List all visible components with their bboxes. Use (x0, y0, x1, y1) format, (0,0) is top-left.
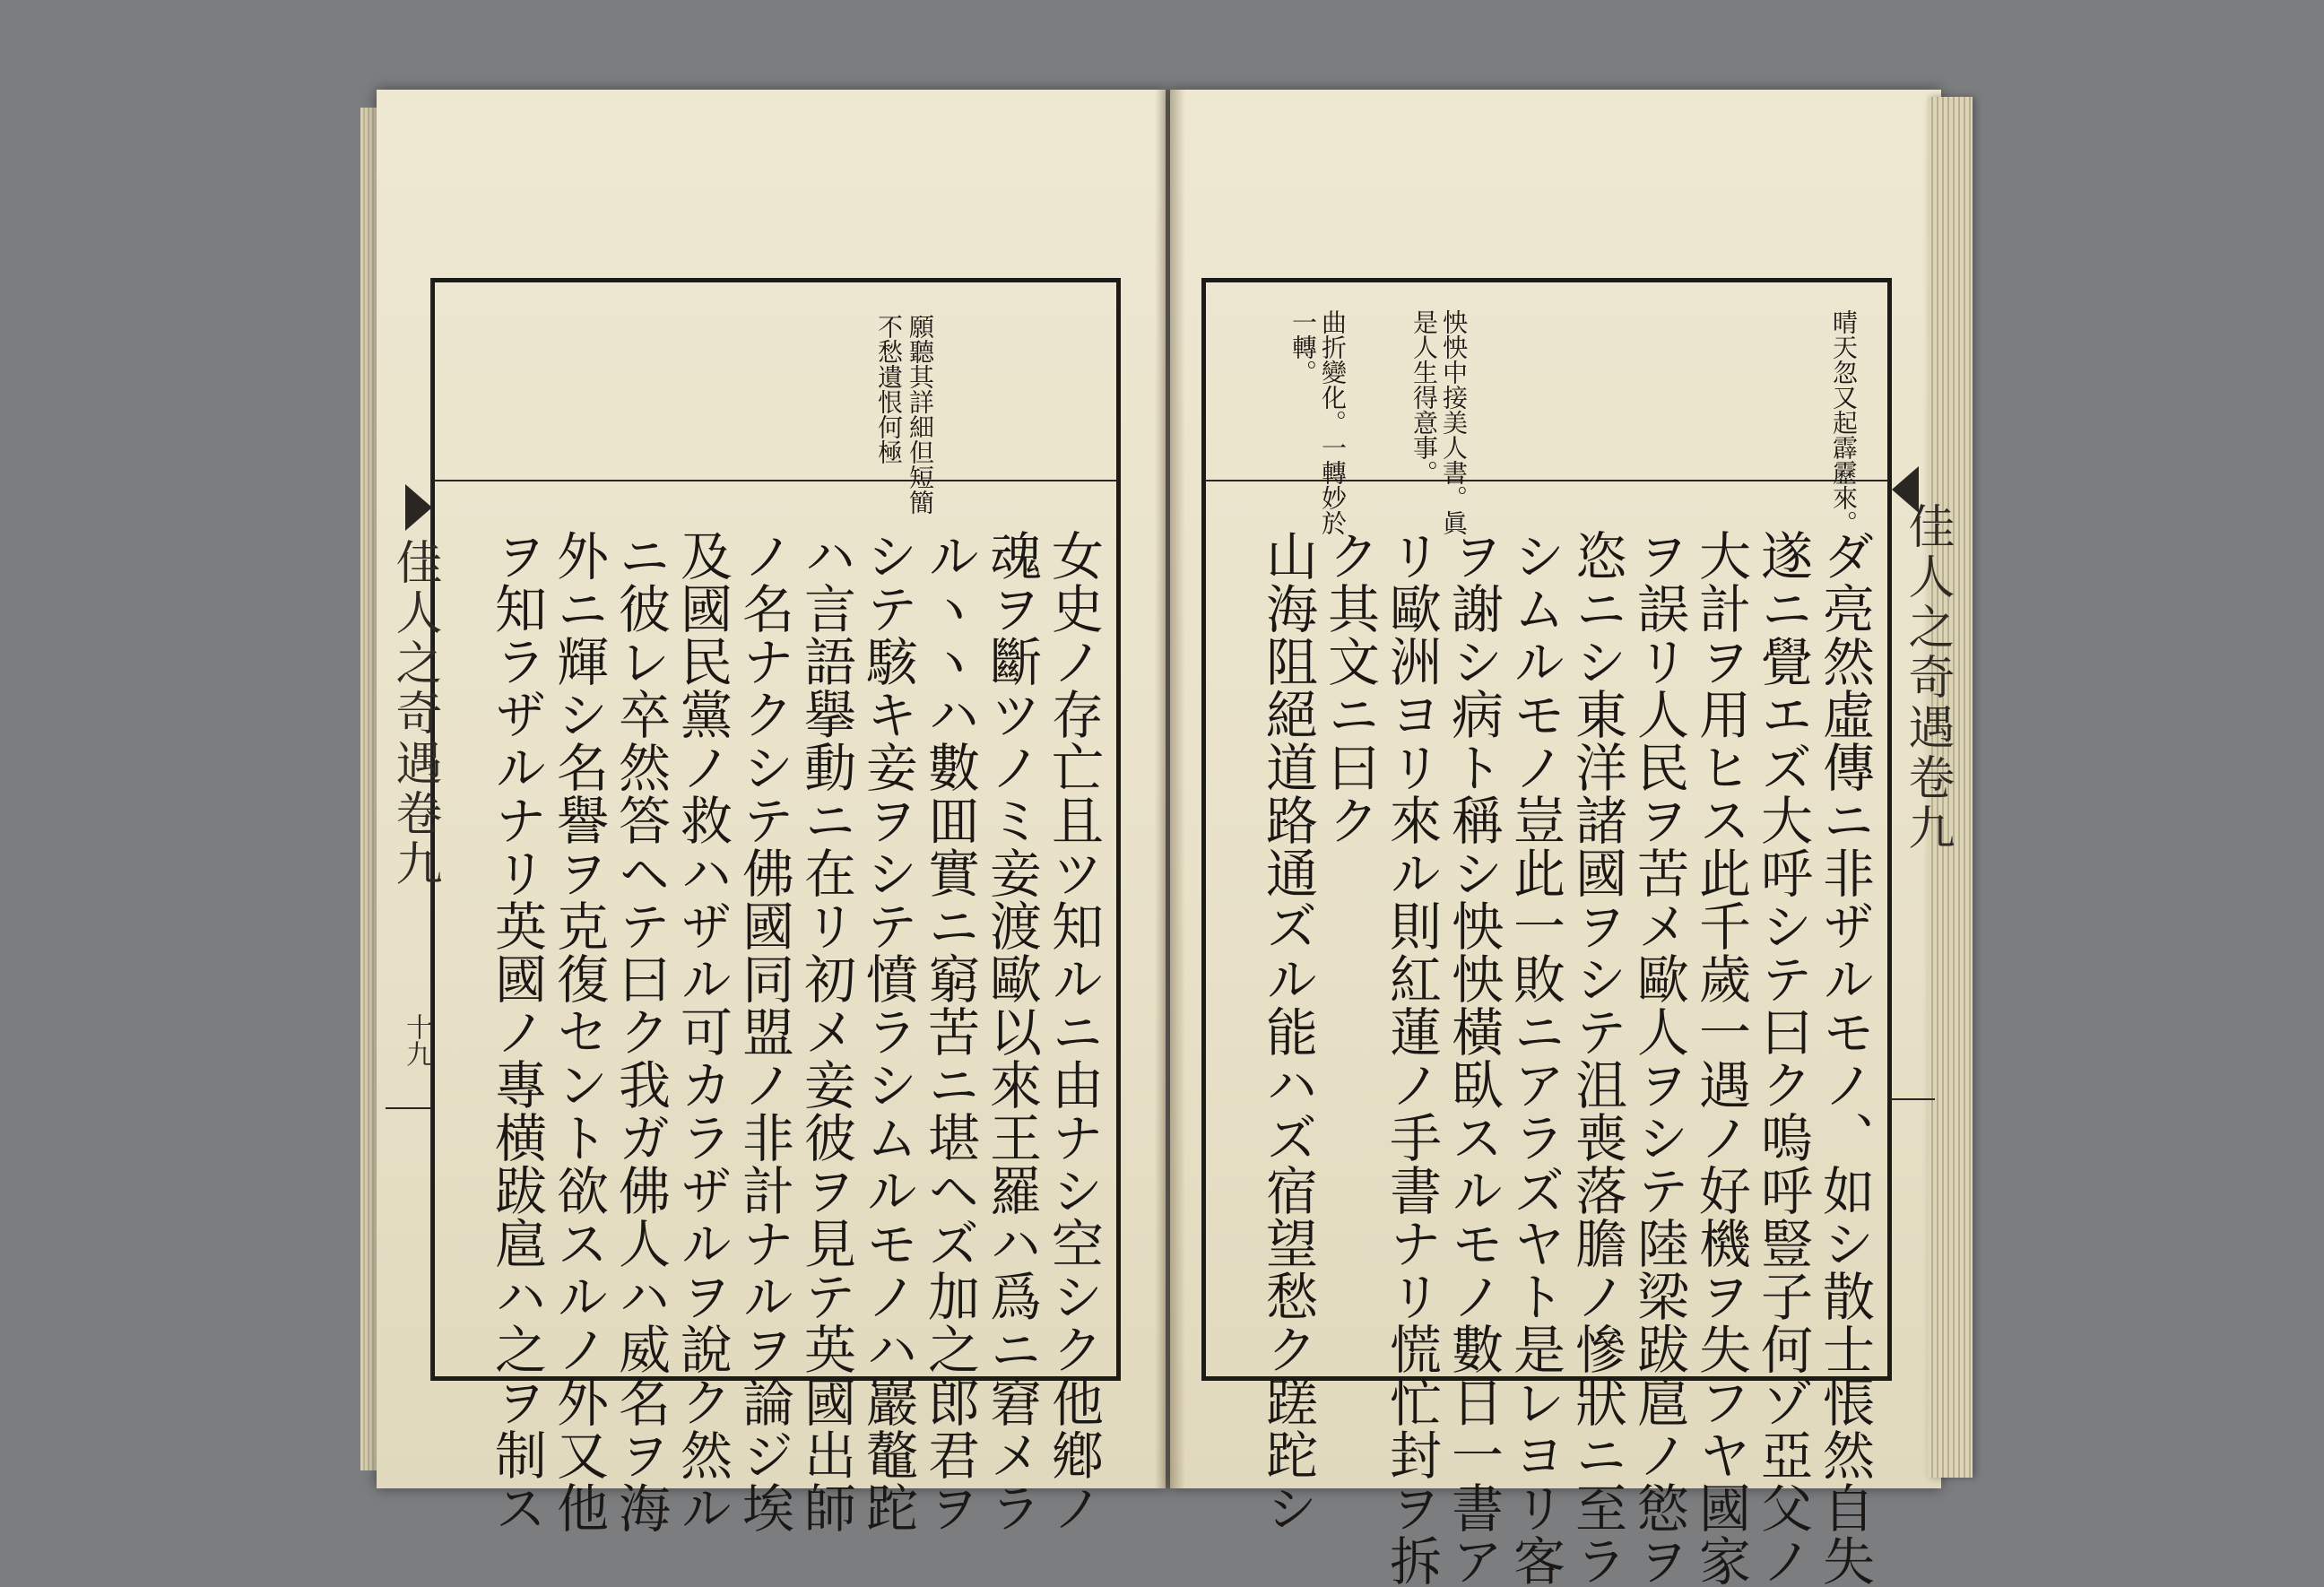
left-column-10: ヲ知ラザルナリ英國ノ專横跋扈ハ之ヲ制ス (486, 529, 547, 1534)
right-note-1: 晴天忽又起霹靂來。 (1829, 309, 1859, 535)
left-fold-title: 佳人之奇遇卷九 (387, 538, 441, 889)
right-column-10: 山海阻絕道路通ズル能ハズ宿望愁ク蹉跎シ (1257, 529, 1318, 1534)
right-folio-rule (1890, 1098, 1935, 1100)
right-column-9: ク其文ニ曰ク (1319, 529, 1380, 846)
right-column-5: 恣ニシ東洋諸國ヲシテ沮喪落膽ノ慘狀ニ至ラ (1566, 529, 1627, 1587)
right-note-2: 怏怏中接美人書。眞 (1439, 309, 1469, 535)
left-column-4: シテ駭キ妾ヲシテ憤ラシムルモノハ巖鼇跎 (857, 529, 918, 1534)
right-fold-title: 佳人之奇遇卷九 (1900, 502, 1954, 854)
right-column-2: 遂ニ覺エズ大呼シテ曰ク嗚呼豎子何ゾ亞父ノ (1752, 529, 1813, 1587)
left-column-9: 外ニ輝シ名譽ヲ克復セント欲スルノ外又他 (548, 529, 609, 1534)
right-note-5: 一轉。 (1288, 309, 1318, 385)
right-note-4: 曲折變化。一轉妙於 (1318, 309, 1348, 535)
book-spine (1155, 90, 1185, 1488)
left-fishtail-mark (405, 484, 432, 531)
right-column-6: シムルモノ豈此一敗ニアラズヤト是レヨリ客 (1505, 529, 1565, 1587)
left-column-5: ハ言語擧動ニ在リ初メ妾彼ヲ見テ英國出師 (795, 529, 856, 1534)
left-column-7: 及國民黨ノ救ハザル可カラザルヲ說ク然ル (672, 529, 733, 1534)
left-column-6: ノ名ナクシテ佛國同盟ノ非計ナルヲ論ジ埃 (733, 529, 794, 1534)
right-column-1: ダ亮然虛傳ニ非ザルモノ、如シ散士悵然自失 (1814, 529, 1875, 1587)
left-note-1: 願聽其詳細但短簡 (906, 314, 935, 515)
left-note-2: 不愁遺恨何極 (874, 314, 904, 464)
left-column-3: ルヽヽハ數囬實ニ窮苦ニ堪ヘズ加之郎君ヲ (919, 529, 980, 1534)
left-note-divider (434, 480, 1117, 481)
right-column-3: 大計ヲ用ヒス此千歲一遇ノ好機ヲ失フヤ國家 (1690, 529, 1751, 1587)
left-folio-number: 十九 (401, 1013, 432, 1067)
right-note-3: 是人生得意事。 (1409, 309, 1439, 485)
right-column-7: ヲ謝シ病ト稱シ怏怏橫臥スルモノ數日一書ア (1443, 529, 1504, 1587)
right-column-8: リ歐洲ヨリ來ル則紅蓮ノ手書ナリ慌忙封ヲ拆 (1381, 529, 1442, 1587)
left-column-8: ニ彼レ卒然答ヘテ曰ク我ガ佛人ハ威名ヲ海 (610, 529, 671, 1534)
right-note-divider (1205, 480, 1888, 481)
right-column-4: ヲ誤リ人民ヲ苦メ歐人ヲシテ陸梁跋扈ノ慾ヲ (1628, 529, 1689, 1587)
left-folio-rule (386, 1107, 432, 1109)
left-column-2: 魂ヲ斷ツノミ妾渡歐以來王羅ハ爲ニ窘メラ (981, 529, 1042, 1534)
left-column-1: 女史ノ存亡且ツ知ルニ由ナシ空シク他鄕ノ (1043, 529, 1104, 1534)
